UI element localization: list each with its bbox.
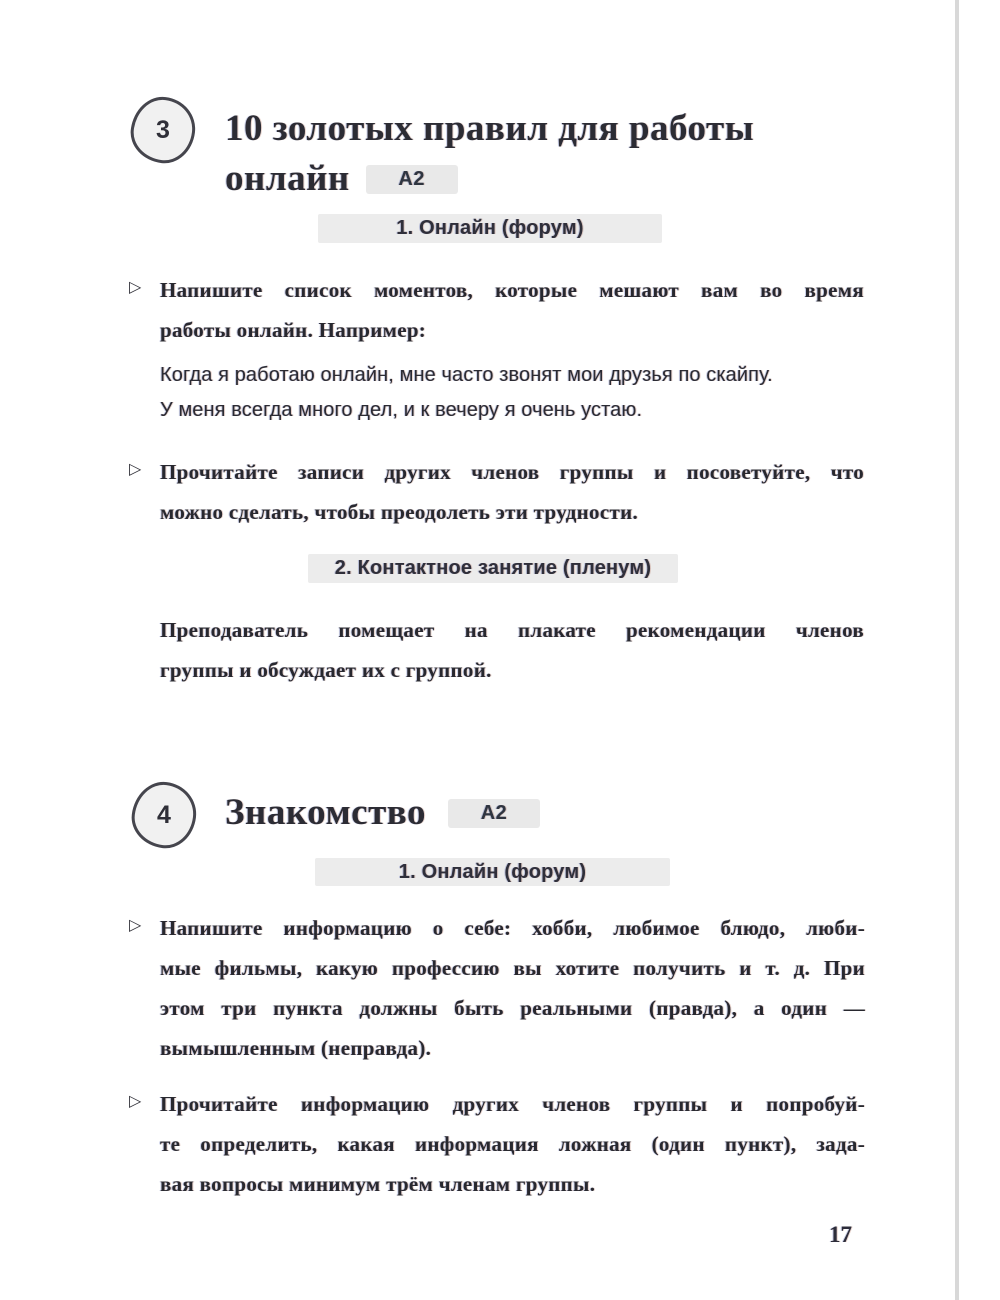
level-badge: A2 [366,165,458,194]
triangle-bullet-icon: ▷ [129,915,142,934]
task-item [129,270,864,350]
task-item [129,452,864,532]
phase-header-online: 1. Онлайн (форум) [318,214,662,243]
exercise-4-title [225,788,540,838]
exercise-3-number: 3 [156,115,170,144]
phase-header-plenum: 2. Контактное занятие (пленум) [308,554,678,583]
triangle-bullet-icon: ▷ [129,459,142,478]
triangle-bullet-icon: ▷ [129,1091,142,1110]
exercise-3-title-line1: 10 золотых правил для работы [225,108,755,149]
task-item [129,1084,865,1204]
exercise-3-title-line2: онлайн [225,158,350,199]
task-item [129,908,865,1068]
task-text: Прочитайте записи других членов группы и посоветуйте, что можно сделать, чтобы преодолеть эти трудности. [160,460,864,524]
task-text: Прочитайте информацию других членов группы и попробуй- те определить, какая информация ложная (один пункт), зада- вая вопросы минимум трём членам группы. [160,1092,865,1196]
level-badge: A2 [448,799,540,828]
task-text: Напишите список моментов, которые мешают вам во время работы онлайн. Например: [160,278,864,342]
plenum-description: Преподаватель помещает на плакате рекомендации членов группы и обсуждает их с группой. [160,618,864,682]
task-text: Напишите информацию о себе: хобби, любимое блюдо, люби- мые фильмы, какую профессию вы хотите получить и т. д. При этом три пункта должны быть реальными (правда), а один — вымышленным (неправда). [160,916,865,1060]
page-edge-line [955,0,959,1300]
example-text: Когда я работаю онлайн, мне часто звонят мои друзья по скайпу. У меня всегда много дел, и к вечеру я очень устаю. [160,364,773,421]
exercise-4-title-text: Знакомство [225,792,427,833]
page-number: 17 [829,1222,852,1247]
exercise-4-number-circle [128,778,200,851]
triangle-bullet-icon: ▷ [129,277,142,296]
exercise-3-title [225,104,754,204]
phase-header-online: 1. Онлайн (форум) [315,858,670,886]
exercise-3-number-circle [127,93,199,166]
exercise-4-number: 4 [157,800,171,829]
